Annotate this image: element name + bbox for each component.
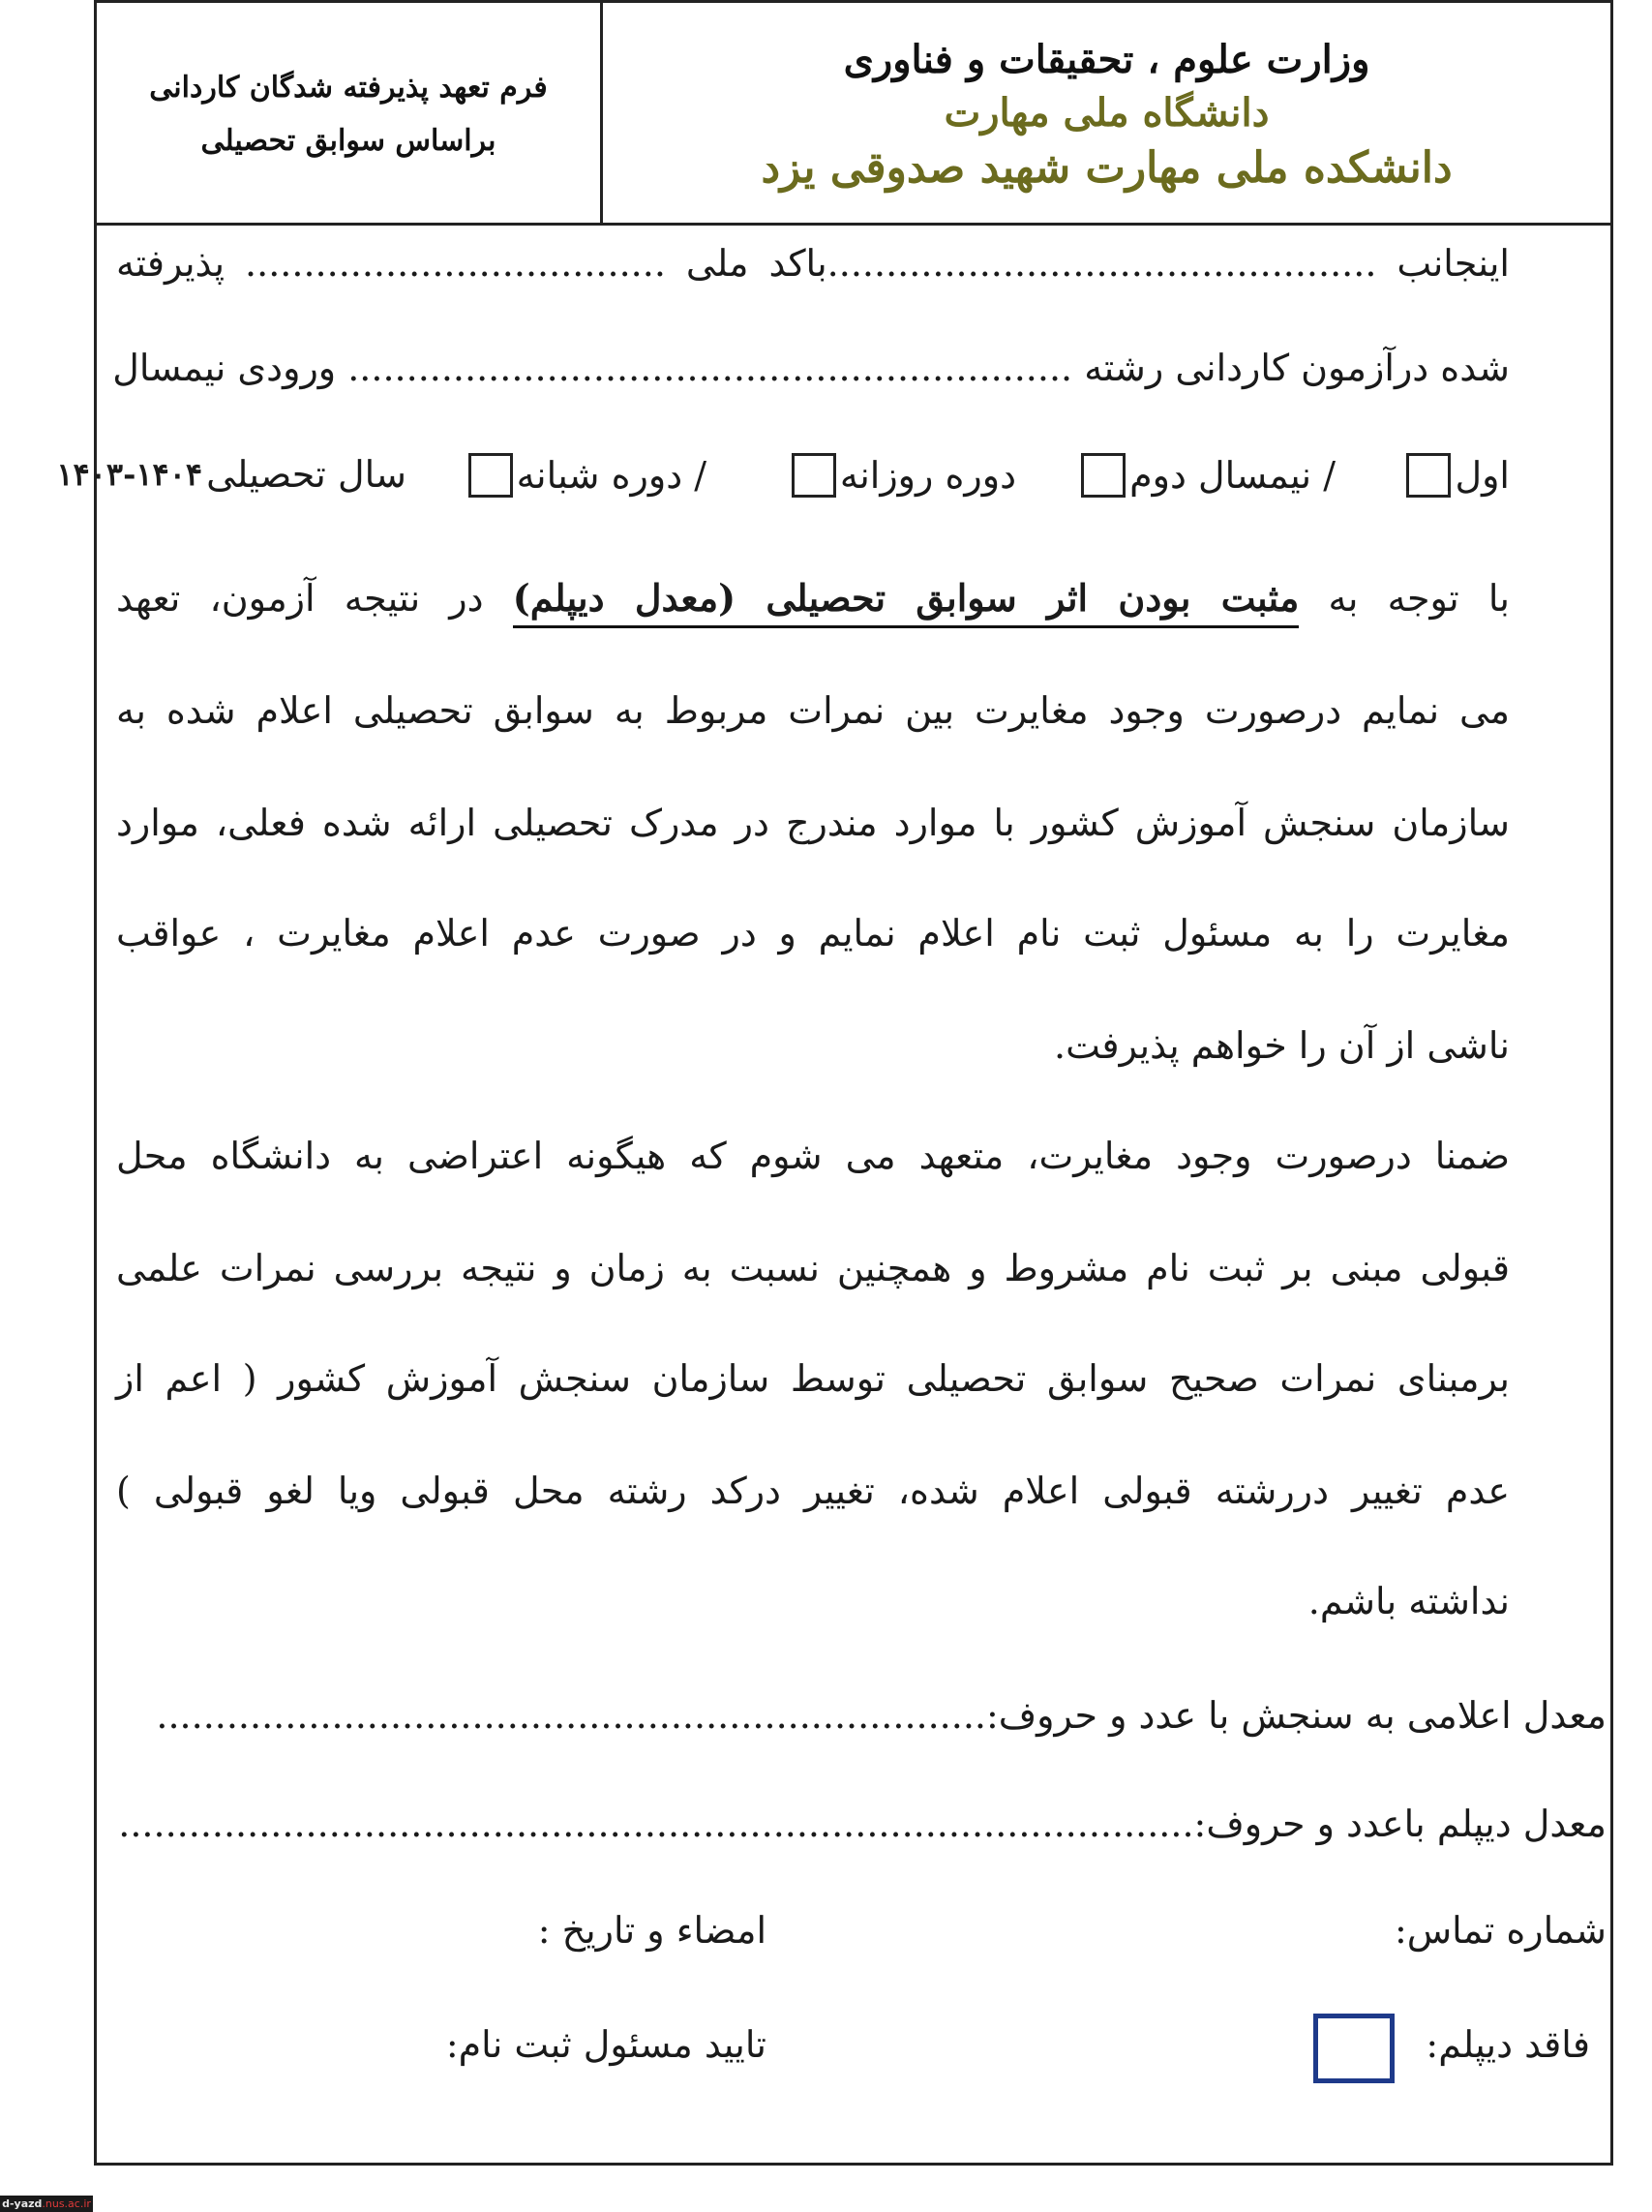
body-line-4 xyxy=(116,576,1510,620)
registrar-approval-field[interactable]: تایید مسئول ثبت نام: xyxy=(445,2023,766,2066)
term-second-checkbox[interactable] xyxy=(1081,453,1126,498)
body-line-5: می نمایم درصورت وجود مغایرت بین نمرات مربوط به سوابق تحصیلی اعلام شده به xyxy=(116,689,1510,732)
body-line-8: ناشی از آن را خواهم پذیرفت. xyxy=(1054,1024,1510,1067)
body-line-12: عدم تغییر دررشته قبولی اعلام شده، تغییر درکد رشته محل قبولی ویا لغو قبولی ) xyxy=(116,1470,1510,1512)
term-first-checkbox[interactable] xyxy=(1406,453,1451,498)
academic-year xyxy=(56,453,406,496)
form-title-line-1: فرم تعهد پذیرفته شدگان کاردانی xyxy=(149,71,548,105)
form-title-block xyxy=(97,3,600,226)
college-name: دانشکده ملی مهارت شهید صدوقی یزد xyxy=(761,142,1453,193)
university-name: دانشگاه ملی مهارت xyxy=(944,89,1270,136)
academic-year-label: سال تحصیلی xyxy=(206,453,406,496)
form-title-line-2: براساس سوابق تحصیلی xyxy=(200,124,496,158)
body-line-13: نداشته باشم. xyxy=(1307,1580,1510,1622)
gpa-emphasis: مثبت بودن اثر سوابق تحصیلی (معدل دیپلم) xyxy=(513,576,1300,628)
diploma-gpa-field[interactable]: معدل دیپلم باعدد و حروف:............................................................................................ xyxy=(118,1803,1607,1845)
term-first-option[interactable] xyxy=(1406,453,1510,498)
institution-block xyxy=(603,3,1610,226)
term-options-row xyxy=(56,453,1510,511)
night-course-option[interactable] xyxy=(468,453,706,498)
line-4-start: با توجه به xyxy=(1328,577,1510,620)
term-second-label: / نیمسال دوم xyxy=(1129,454,1336,497)
site-logo: d-yazd.nus.ac.ir xyxy=(0,2196,93,2212)
term-second-option[interactable] xyxy=(1081,453,1336,498)
phone-field[interactable]: شماره تماس: xyxy=(1394,1909,1607,1952)
body-line-2: شده درآزمون کاردانی رشته .............................................................. ورودی نیمسال xyxy=(112,347,1510,389)
form-header xyxy=(97,3,1610,226)
day-course-checkbox[interactable] xyxy=(792,453,836,498)
signature-date-field[interactable]: امضاء و تاریخ : xyxy=(537,1909,766,1952)
body-line-7: مغایرت را به مسئول ثبت نام اعلام نمایم و در صورت عدم اعلام مغایرت ، عواقب xyxy=(116,912,1510,954)
day-course-option[interactable] xyxy=(792,453,1016,498)
body-line-6: سازمان سنجش آموزش کشور با موارد مندرج در مدرک تحصیلی ارائه شده فعلی، موارد xyxy=(116,802,1510,844)
body-line-9: ضمنا درصورت وجود مغایرت، متعهد می شوم که هیگونه اعتراضی به دانشگاه محل xyxy=(116,1135,1510,1177)
body-line-1: اینجانب ...............................................باکد ملی .................................... پذیرفته xyxy=(116,242,1510,285)
body-line-10: قبولی مبنی بر ثبت نام مشروط و همچنین نسبت به زمان و نتیجه بررسی نمرات علمی xyxy=(116,1247,1510,1289)
line-4-end: در نتیجه آزمون، تعهد xyxy=(116,577,484,620)
night-course-label: / دوره شبانه xyxy=(516,454,706,497)
body-line-11: برمبنای نمرات صحیح سوابق تحصیلی توسط سازمان سنجش آموزش کشور ( اعم از xyxy=(116,1357,1510,1400)
announced-gpa-field[interactable]: معدل اعلامی به سنجش با عدد و حروف:....................................................................... xyxy=(156,1694,1607,1737)
no-diploma-checkbox[interactable] xyxy=(1313,2014,1395,2083)
night-course-checkbox[interactable] xyxy=(468,453,513,498)
ministry-name: وزارت علوم ، تحقیقات و فناوری xyxy=(843,36,1370,82)
academic-year-value: ۱۴۰۳-۱۴۰۴ xyxy=(56,456,203,493)
no-diploma-label: فاقد دیپلم: xyxy=(1426,2023,1590,2066)
day-course-label: دوره روزانه xyxy=(839,454,1016,497)
term-first-label: اول xyxy=(1455,454,1510,497)
